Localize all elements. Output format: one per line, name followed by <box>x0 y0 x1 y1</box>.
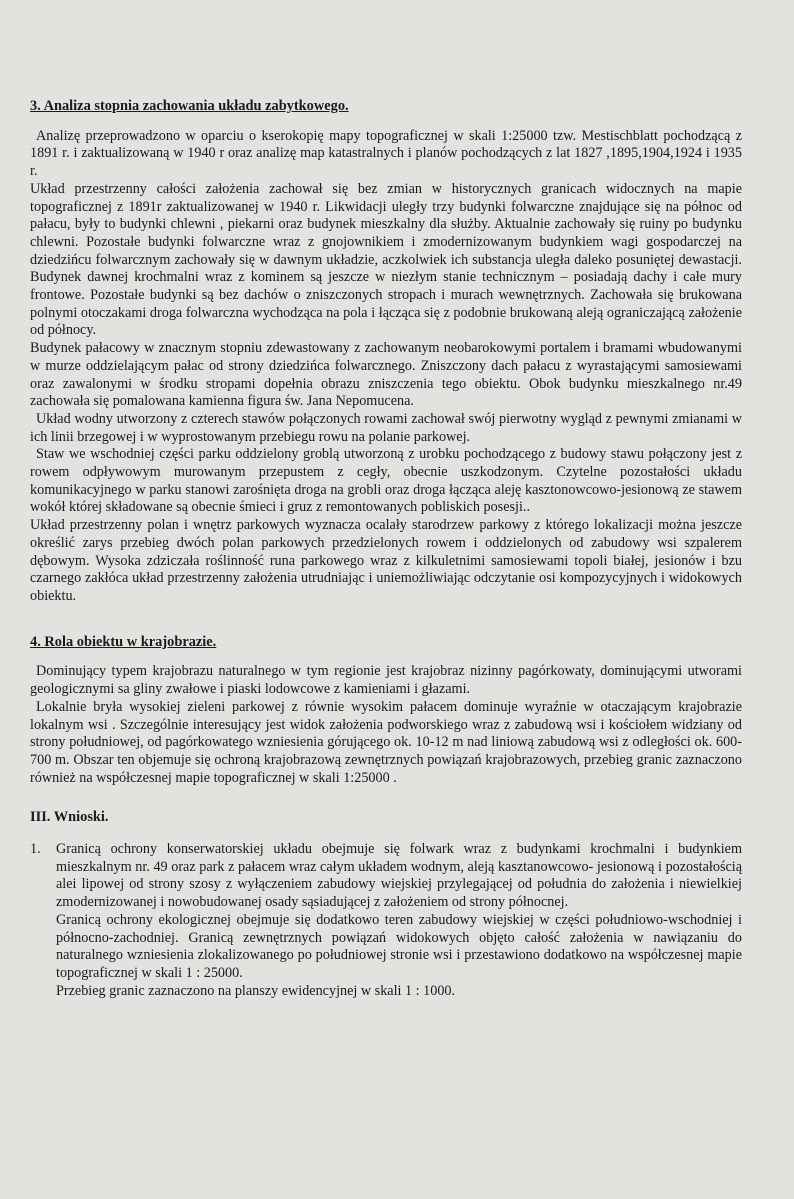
paragraph: Granicą ochrony konserwatorskiej układu obejmuje się folwark wraz z budynkami krochmalni i budynkiem mieszkalnym nr. 49 oraz park z pałacem wraz całym układem wodnym, aleją kasztanowcowo- jesionową i pozostałością alei lipowej od strony szosy z wyłączeniem zabudowy wiejskiej przylegającej od południa do założenia i niewielkiej zmodernizowanej i nowobudowanej osady sąsiadującej z założeniem od strony północnej. <box>56 841 742 911</box>
list-number: 1. <box>30 841 41 858</box>
paragraph: Układ wodny utworzony z czterech stawów połączonych rowami zachował swój pierwotny wygląd z pewnymi zmianami w ich linii brzegowej i w wyprostowanym przebiegu rowu na polanie parkowej. <box>30 410 742 445</box>
paragraph: Dominujący typem krajobrazu naturalnego w tym regionie jest krajobraz nizinny pagórkowaty, dominującymi utworami geologicznymi sa gliny zwałowe i piaski lodowcowe z kamieniami i głazami. <box>30 663 742 698</box>
paragraph: Budynek pałacowy w znacznym stopniu zdewastowany z zachowanym neobarokowymi portalem i bramami wbudowanymi w murze oddzielającym pałac od strony dziedzińca folwarcznego. Zniszczony dach pałacu z wyrastającymi samosiewami oraz zawalonymi w środku stropami dopełnia obrazu zniszczenia tego obiektu. Obok budynku mieszkalnego nr.49 zachowała się pomalowana kamienna figura św. Jana Nepomucena. <box>30 340 742 410</box>
document-body <box>30 98 742 1000</box>
paragraph: Analizę przeprowadzono w oparciu o kserokopię mapy topograficznej w skali 1:25000 tzw. Mestischblatt pochodzącą z 1891 r. i zaktualizowaną w 1940 r oraz analizę map katastralnych i planów pochodzących z lat 1827 ,1895,1904,1924 i 1935 r. <box>30 127 742 180</box>
paragraph: Granicą ochrony ekologicznej obejmuje się dodatkowo teren zabudowy wiejskiej w części południowo-wschodniej i północno-zachodniej. Granicą zewnętrznych powiązań widokowych objęto całość założenia w nawiązaniu do naturalnego wzniesienia zlokalizowanego po południowej stronie wsi i przestawiono dodatkowo na współczesnej mapie topograficznej w skali 1 : 25000. <box>56 911 742 981</box>
paragraph: Przebieg granic zaznaczono na planszy ewidencyjnej w skali 1 : 1000. <box>56 982 456 999</box>
section-heading-4: 4. Rola obiektu w krajobrazie. <box>30 633 217 650</box>
list-item-body <box>56 841 742 1000</box>
section-heading-3: 3. Analiza stopnia zachowania układu zabytkowego. <box>30 98 349 114</box>
list-item <box>30 841 742 1000</box>
paragraph: Układ przestrzenny polan i wnętrz parkowych wyznacza ocalały starodrzew parkowy z którego lokalizacji można jeszcze określić zarys przebieg dwóch polan parkowych przedzielonych rowem i oddzielonych od zabudowy wsi szpalerem dębowym. Wysoka zdziczała roślinność runa parkowego wraz z kilkuletnimi samosiewami topoli białej, jesionów i bzu czarnego zakłóca układ przestrzenny założenia utrudniając i uniemożliwiając odczytanie osi kompozycyjnych i widokowych obiektu. <box>30 517 742 604</box>
paragraph: Układ przestrzenny całości założenia zachował się bez zmian w historycznych granicach widocznych na mapie topograficznej z 1891r zaktualizowanej w 1940 r. Likwidacji uległy trzy budynki folwarczne znajdujące się na północ od pałacu, były to budynki chlewni , piekarni oraz budynek mieszkalny dla służby. Aktualnie zachowały się ruiny po budynku chlewni. Pozostałe budynki folwarczne wraz z gnojownikiem i zmodernizowanym budynkiem wagi gospodarczej na dziedzińcu folwarcznym zachowały się w dawnym układzie, aczkolwiek ich substancja uległa daleko posuniętej dewastacji. Budynek dawnej krochmalni wraz z kominem są jeszcze w niezłym stanie technicznym – posiadają dachy i całe mury frontowe. Pozostałe budynki są bez dachów o zniszczonych stropach i murach wewnętrznych. Zachowała się brukowana polnymi otoczakami droga folwarczna wychodząca na pola i łącząca się z podobnie brukowaną aleją ograniczającą założenie od północy. <box>30 180 742 339</box>
section-heading-conclusions: III. Wnioski. <box>30 809 109 826</box>
paragraph: Lokalnie bryła wysokiej zieleni parkowej z równie wysokim pałacem dominuje wyraźnie w otaczającym krajobrazie lokalnym wsi . Szczególnie interesujący jest widok założenia podworskiego wraz z zabudową wsi i kościołem widziany od strony południowej, od pagórkowatego wzniesienia górującego ok. 10-12 m nad liniową zabudową wsi z odległości ok. 600- 700 m. Obszar ten objemuje się ochroną krajobrazową zewnętrznych powiązań krajobrazowych, przebieg granic zaznaczono również na współczesnej mapie topograficznej w skali 1:25000 . <box>30 698 742 786</box>
paragraph: Staw we wschodniej części parku oddzielony groblą utworzoną z urobku pochodzącego z budowy stawu połączony jest z rowem odpływowym murowanym przepustem z cegły, obecnie uszkodzonym. Czytelne pozostałości układu komunikacyjnego w parku stanowi zarośnięta droga na grobli oraz droga łącząca aleję kasztonowcowo-jesionową ze stawem wokół której składowane są obecnie śmieci i gruz z remontowanych pobliskich posesji.. <box>30 446 742 516</box>
